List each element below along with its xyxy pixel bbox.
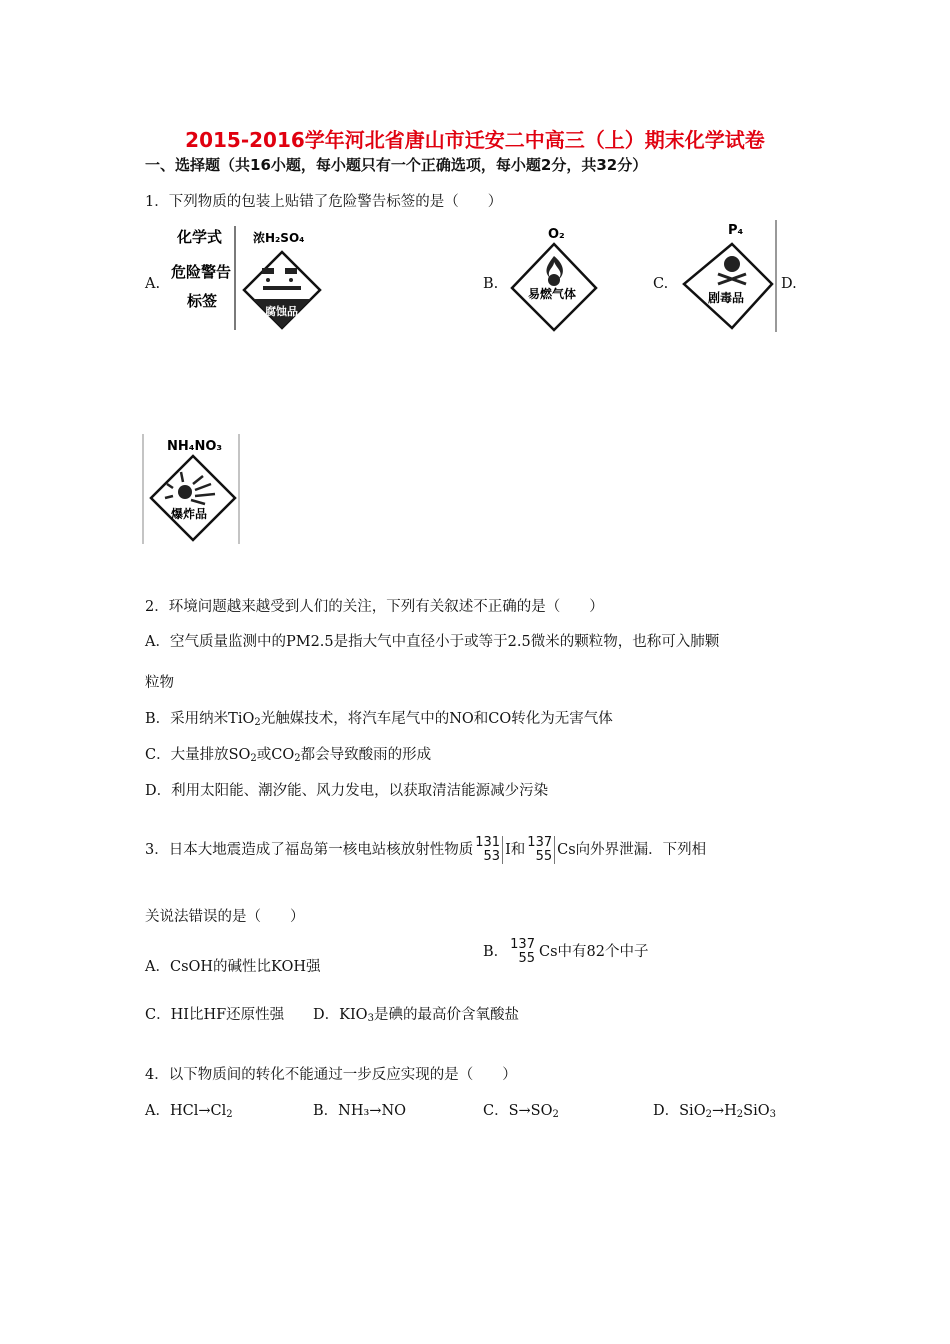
question-3-stem-line2: 关说法错误的是（ ）	[145, 909, 305, 925]
table-label-formula: 化学式	[177, 228, 223, 246]
question-4-option-a: A．$HCl\to Cl_2$	[145, 1103, 233, 1120]
skull-diamond-icon	[684, 244, 772, 328]
table-label-tag: 标签	[187, 292, 218, 310]
label-b-formula: O₂	[548, 227, 565, 242]
label-d-figure	[143, 434, 241, 546]
question-2-option-a-line1: A．空气质量监测中的PM2.5是指大气中直径小于或等于2.5微米的颗粒物，也称可入肺颗	[145, 634, 720, 650]
section-heading: 一、选择题（共16小题，每小题只有一个正确选项，每小题2分，共32分）	[145, 156, 648, 174]
table-label-warning: 危险警告	[171, 263, 232, 281]
label-d-text: 爆炸品	[171, 507, 208, 521]
question-3-option-b: B． 137 55 Cs中有82个中子	[483, 937, 649, 966]
label-a-text: 腐蚀品	[265, 305, 298, 318]
label-a-figure	[165, 222, 325, 334]
question-3-option-c: C．HI比HF还原性强	[145, 1007, 285, 1023]
isotope-iodine: 131 53	[475, 836, 503, 864]
question-4-option-c: C．$S\to SO_2$	[483, 1103, 559, 1120]
label-c-figure	[676, 220, 788, 334]
explosion-diamond-icon	[151, 456, 235, 540]
question-2-option-b: B．采用纳米TiO$_2$光触媒技术，将汽车尾气中的NO和CO转化为无害气体	[145, 711, 613, 728]
label-c-text: 剧毒品	[708, 291, 745, 305]
question-2-option-c: C．大量排放$SO_2$或$CO_2$都会导致酸雨的形成	[145, 747, 432, 764]
question-2-option-d: D．利用太阳能、潮汐能、风力发电，以获取清洁能源减少污染	[145, 783, 549, 799]
label-b-text: 易燃气体	[528, 287, 577, 301]
option-b-label: B.	[483, 276, 499, 292]
option-c-label: C.	[653, 276, 669, 292]
option-a-label: A.	[145, 276, 161, 292]
label-c-formula: P₄	[728, 223, 744, 238]
question-4-option-b: B．NH₃→NO	[313, 1103, 407, 1119]
question-3-stem: 3．日本大地震造成了福岛第一核电站核放射性物质 131 53 I和 137 55 Cs向外界泄漏．下列相	[145, 835, 707, 864]
label-d-formula: NH₄NO₃	[167, 439, 223, 454]
question-3-option-a: A．CsOH的碱性比KOH强	[145, 959, 321, 975]
question-4-stem: 4．以下物质间的转化不能通过一步反应实现的是（ ）	[145, 1067, 517, 1083]
question-3-option-d: D．$KIO_3$是碘的最高价含氧酸盐	[313, 1007, 519, 1024]
question-2-option-a-line2: 粒物	[145, 675, 174, 691]
question-2-stem: 2．环境问题越来越受到人们的关注，下列有关叙述不正确的是（ ）	[145, 599, 604, 615]
label-a-formula: 浓H₂SO₄	[253, 231, 305, 245]
question-4-option-d: D．$SiO_2\to H_2SiO_3$	[653, 1103, 776, 1120]
isotope-cesium: 137 55	[527, 836, 555, 864]
page-title: 2015-2016学年河北省唐山市迁安二中高三（上）期末化学试卷	[185, 128, 765, 152]
label-b-figure	[506, 222, 602, 334]
question-1-stem: 1．下列物质的包装上贴错了危险警告标签的是（ ）	[145, 194, 503, 210]
option-d-label: D.	[781, 276, 797, 292]
